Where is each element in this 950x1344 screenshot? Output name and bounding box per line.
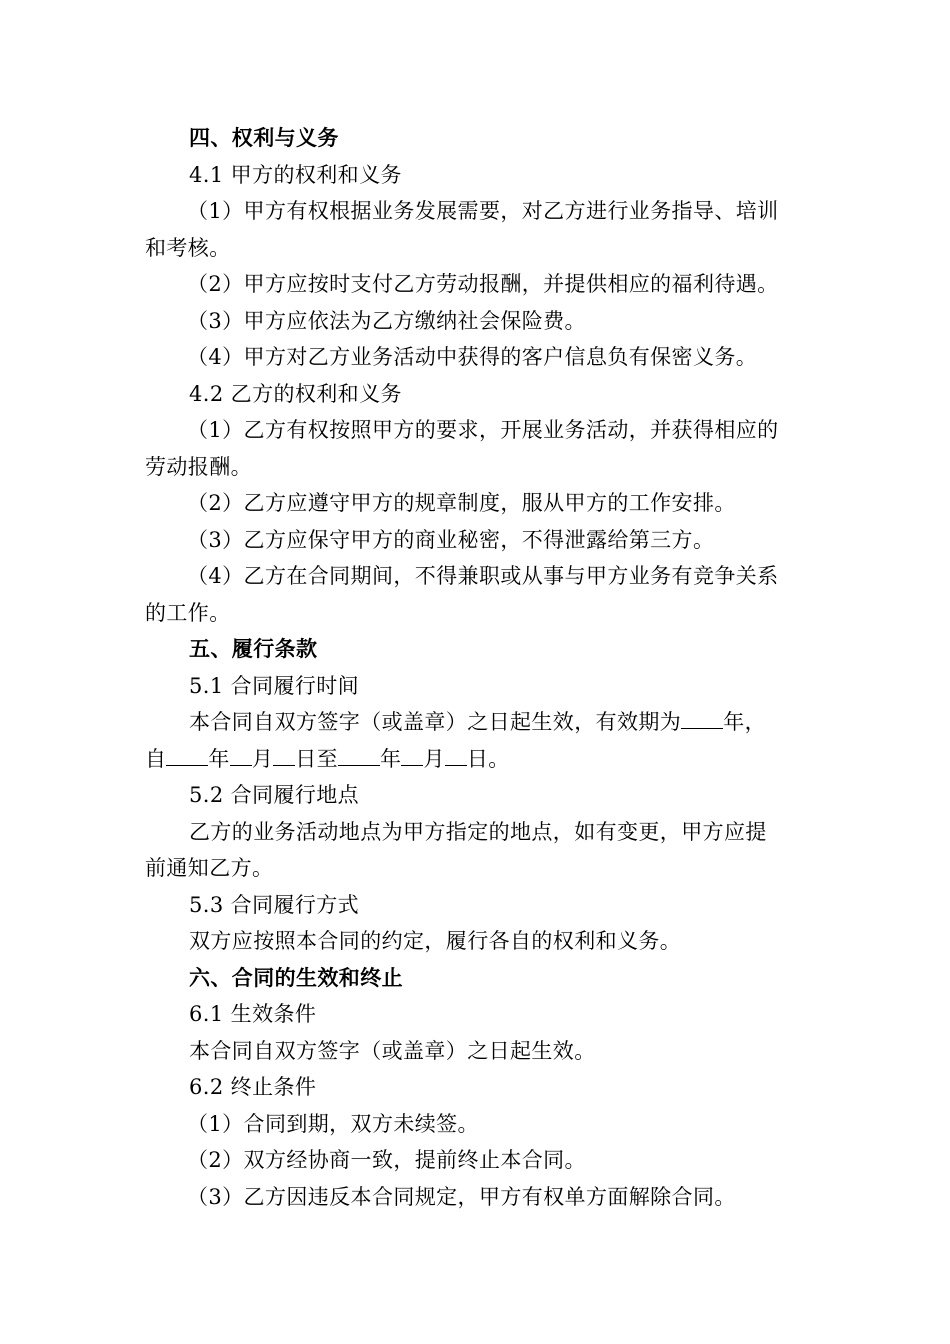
validity-from: 自 — [145, 746, 167, 771]
validity-line-1 — [145, 704, 809, 741]
clause-5-2-cont: 前通知乙方。 — [145, 856, 274, 880]
blank-start-month — [230, 747, 252, 766]
clause-4-2-4-cont: 的工作。 — [145, 600, 231, 625]
validity-day-end: 日。 — [466, 746, 510, 771]
validity-month-1: 月 — [251, 746, 274, 771]
clause-4-2-2: （2）乙方应遵守甲方的规章制度，服从甲方的工作安排。 — [187, 491, 736, 515]
clause-6-1: 本合同自双方签字（或盖章）之日起生效。 — [189, 1038, 596, 1063]
clause-4-2-1: （1）乙方有权按照甲方的要求，开展业务活动，并获得相应的 — [187, 418, 779, 442]
section-heading-6: 六、合同的生效和终止 — [189, 964, 403, 990]
blank-end-year — [338, 747, 380, 766]
subsection-title-5-1: 5.1 合同履行时间 — [189, 673, 360, 698]
clause-4-1-1-cont: 和考核。 — [145, 235, 231, 260]
validity-year-2: 年 — [380, 746, 402, 771]
clause-4-2-1-cont: 劳动报酬。 — [145, 454, 252, 479]
clause-4-1-3: （3）甲方应依法为乙方缴纳社会保险费。 — [187, 308, 586, 333]
clause-5-2: 乙方的业务活动地点为甲方指定的地点，如有变更，甲方应提 — [189, 819, 767, 844]
clause-4-2-3: （3）乙方应保守甲方的商业秘密，不得泄露给第三方。 — [187, 527, 715, 552]
subsection-title-4-2: 4.2 乙方的权利和义务 — [189, 381, 402, 406]
validity-month-2: 月 — [423, 746, 445, 771]
section-heading-4: 四、权利与义务 — [189, 125, 339, 150]
clause-6-2-1: （1）合同到期，双方未续签。 — [187, 1111, 479, 1136]
clause-6-2-2: （2）双方经协商一致，提前终止本合同。 — [187, 1148, 586, 1172]
document-page — [145, 120, 809, 1215]
blank-end-day — [445, 747, 467, 766]
clause-4-1-1: （1）甲方有权根据业务发展需要，对乙方进行业务指导、培训 — [187, 199, 779, 223]
validity-text-2: 年， — [723, 710, 767, 734]
validity-line-2 — [145, 741, 809, 778]
subsection-title-6-1: 6.1 生效条件 — [189, 1002, 317, 1026]
subsection-title-4-1: 4.1 甲方的权利和义务 — [189, 162, 402, 187]
validity-day-to: 日至 — [295, 746, 339, 771]
blank-end-month — [401, 747, 423, 766]
blank-start-day — [273, 747, 295, 766]
clause-5-3: 双方应按照本合同的约定，履行各自的权利和义务。 — [189, 929, 682, 953]
subsection-title-5-2: 5.2 合同履行地点 — [189, 783, 360, 807]
clause-4-1-2: （2）甲方应按时支付乙方劳动报酬，并提供相应的福利待遇。 — [187, 272, 779, 296]
clause-6-2-3: （3）乙方因违反本合同规定，甲方有权单方面解除合同。 — [187, 1184, 736, 1209]
blank-start-year — [166, 747, 208, 766]
validity-year-1: 年 — [208, 746, 230, 771]
blank-years — [681, 710, 723, 729]
clause-4-2-4: （4）乙方在合同期间，不得兼职或从事与甲方业务有竞争关系 — [187, 564, 779, 588]
subsection-title-5-3: 5.3 合同履行方式 — [189, 892, 360, 917]
validity-text-1: 本合同自双方签字（或盖章）之日起生效，有效期为 — [189, 710, 682, 734]
section-heading-5: 五、履行条款 — [189, 636, 318, 661]
subsection-title-6-2: 6.2 终止条件 — [189, 1075, 317, 1099]
clause-4-1-4: （4）甲方对乙方业务活动中获得的客户信息负有保密义务。 — [187, 345, 758, 369]
